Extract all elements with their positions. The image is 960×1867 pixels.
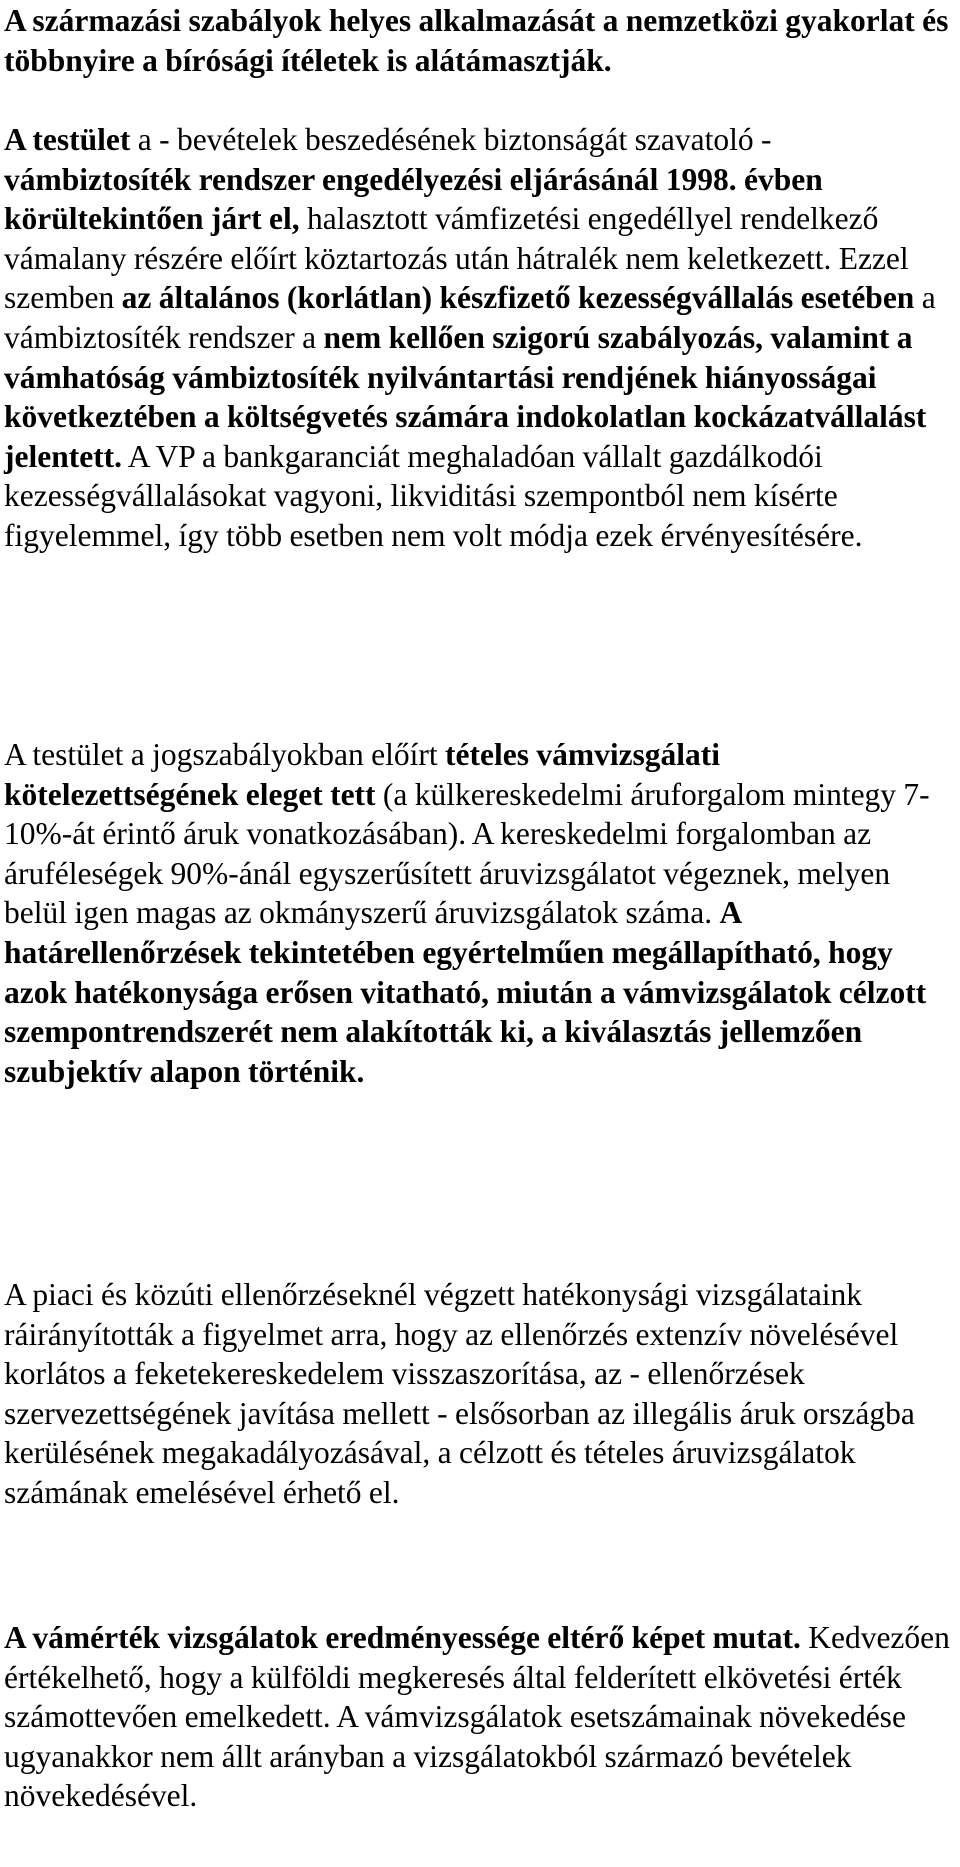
body-text: a vámbiztosíték rendszer a bbox=[4, 280, 936, 355]
paragraph-customs-inspection bbox=[4, 735, 956, 1091]
body-text: (a külkereskedelmi áruforgalom mintegy 7-10%-át érintő áruk vonatkozásában). A kereskedelmi forgalomban az áruféleségek 90%-ánál egyszerűsített áruvizsgálatot végeznek, melyen belül igen magas az okmányszerű áruvizsgálatok száma. bbox=[4, 776, 930, 931]
bold-text: az általános (korlátlan) készfizető kezességvállalás esetében bbox=[121, 280, 915, 316]
paragraph-customs-value bbox=[4, 1618, 956, 1816]
body-text: halasztott vámfizetési engedéllyel rendelkező vámalany részére előírt köztartozás után hátralék nem keletkezett. Ezzel szemben bbox=[4, 201, 909, 316]
paragraph-customs-guarantee bbox=[4, 120, 956, 556]
paragraph-origin-rules bbox=[4, 1, 956, 80]
body-text: a - bevételek beszedésének biztonságát szavatoló - bbox=[130, 122, 772, 157]
bold-text: nem kellően szigorú szabályozás, valamint a vámhatóság vámbiztosíték nyilvántartási rendjének hiányosságai következtében a költségvetés számára indokolatlan kockázatvállalást jelentett. bbox=[4, 319, 927, 474]
bold-text: A vámérték vizsgálatok eredményessége eltérő képet mutat. bbox=[4, 1620, 801, 1655]
bold-text: A testület bbox=[4, 122, 131, 157]
bold-text: A származási szabályok helyes alkalmazását a nemzetközi gyakorlat és többnyire a bírósági ítéletek is alátámasztják. bbox=[4, 3, 949, 78]
bold-text: A határellenőrzések tekintetében egyértelműen megállapítható, hogy azok hatékonysága erősen vitatható, miután a vámvizsgálatok célzott szempontrendszerét nem alakították ki, a kiválasztás jellemzően szubjektív alapon történik. bbox=[4, 895, 927, 1089]
body-text: Kedvezően értékelhető, hogy a külföldi megkeresés által felderített elkövetési érték számottevően emelkedett. A vámvizsgálatok esetszámainak növekedése ugyanakkor nem állt arányban a vizsgálatokból származó bevételek növekedésével. bbox=[4, 1620, 950, 1814]
body-text: A testület a jogszabályokban előírt bbox=[4, 737, 446, 772]
bold-text: vámbiztosíték rendszer engedélyezési eljárásánál 1998. évben körültekintően járt el, bbox=[4, 161, 823, 237]
bold-text: tételes vámvizsgálati kötelezettségének eleget tett bbox=[4, 737, 721, 812]
body-text: A VP a bankgaranciát meghaladóan vállalt gazdálkodói kezességvállalásokat vagyoni, likviditási szempontból nem kísérte figyelemmel, így több esetben nem volt módja ezek érvényesítésére. bbox=[4, 438, 863, 553]
body-text: A piaci és közúti ellenőrzéseknél végzett hatékonysági vizsgálataink ráirányították a figyelmet arra, hogy az ellenőrzés extenzív növelésével korlátos a feketekereskedelem visszaszorítása, az - ellenőrzések szervezettségének javítása mellett - elsősorban az illegális áruk országba kerülésének megakadályozásával, a célzott és tételes áruvizsgálatok számának emelésével érhető el. bbox=[4, 1277, 915, 1510]
paragraph-market-checks bbox=[4, 1275, 956, 1513]
